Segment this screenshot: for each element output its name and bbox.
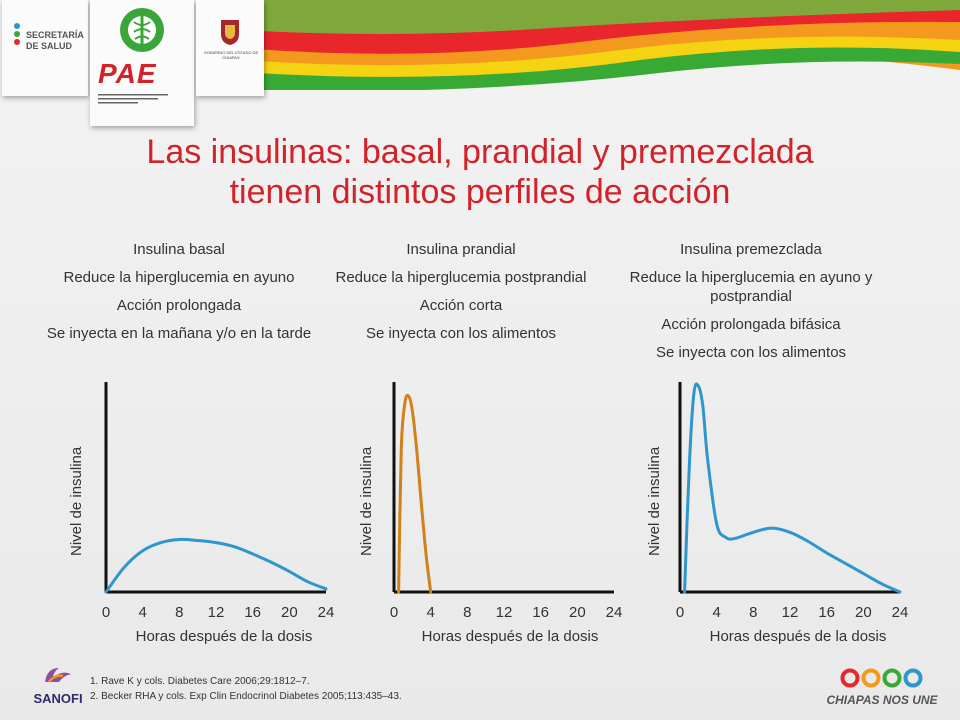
- chart-1-xtick-label: 12: [207, 604, 225, 621]
- column-name: Insulina premezclada: [680, 241, 822, 258]
- chart-1-xtick-label: 4: [138, 604, 147, 621]
- reference-2: 2. Becker RHA y cols. Exp Clin Endocrinol Diabetes 2005;113:435–43.: [90, 691, 402, 702]
- chart-3-xtick-label: 20: [854, 604, 872, 621]
- chart-1-ylabel: Nivel de insulina: [68, 446, 85, 556]
- column-name: Insulina prandial: [406, 241, 516, 258]
- logo-left-line1: SECRETARÍA: [26, 30, 84, 40]
- sanofi-bird-icon: [41, 664, 75, 686]
- chart-3-xtick-label: 16: [818, 604, 836, 621]
- chart-2-xtick-label: 20: [568, 604, 586, 621]
- chart-2-xtick-label: 12: [495, 604, 513, 621]
- chart-1-xtick-label: 20: [280, 604, 298, 621]
- references: [90, 674, 402, 704]
- chart-1-xtick-label: 24: [317, 604, 335, 621]
- chart-3-xlabel: Horas después de la dosis: [709, 628, 887, 645]
- chiapas-logo: [818, 668, 946, 707]
- chart-3-xtick-label: 0: [675, 604, 685, 621]
- column-effect: Reduce la hiperglucemia en ayuno y postprandial: [629, 269, 873, 305]
- chart-3-xtick-label: 8: [749, 604, 758, 621]
- reference-1: 1. Rave K y cols. Diabetes Care 2006;29:1812–7.: [90, 676, 310, 687]
- chart-2-xtick-label: 24: [605, 604, 623, 621]
- title-line-2: tienen distintos perfiles de acción: [229, 173, 731, 211]
- logo-right-text: GOBIERNO DEL ESTADO DE CHIAPAS: [203, 50, 259, 60]
- chart-2-xlabel: Horas después de la dosis: [421, 628, 599, 645]
- column-name: Insulina basal: [133, 241, 225, 258]
- chart-2-xtick-label: 16: [532, 604, 550, 621]
- column-injection: Se inyecta con los alimentos: [365, 325, 557, 342]
- chart-3-series-line: [685, 384, 900, 592]
- sanofi-wordmark: SANOFI: [33, 691, 83, 706]
- column-injection: Se inyecta con los alimentos: [655, 344, 847, 361]
- chart-1-xtick-label: 0: [101, 604, 111, 621]
- sanofi-logo: [28, 664, 88, 706]
- chart-1-xlabel: Horas después de la dosis: [135, 628, 313, 645]
- chiapas-wordmark: CHIAPAS NOS UNE: [826, 693, 938, 707]
- title-line-1: Las insulinas: basal, prandial y premezclada: [146, 133, 814, 171]
- column-effect: Reduce la hiperglucemia en ayuno: [63, 269, 295, 286]
- chart-2-xtick-label: 8: [463, 604, 472, 621]
- column-action: Acción corta: [419, 297, 503, 314]
- chart-1-series-line: [106, 539, 326, 592]
- chart-3-xtick-label: 12: [781, 604, 799, 621]
- chart-1-xtick-label: 16: [244, 604, 262, 621]
- column-action: Acción prolongada bifásica: [661, 316, 841, 333]
- chart-2-xtick-label: 0: [389, 604, 399, 621]
- chiapas-rings-icon: [840, 668, 924, 688]
- chart-3-xtick-label: 4: [712, 604, 721, 621]
- chart-3-xtick-label: 24: [891, 604, 909, 621]
- chart-2-xtick-label: 4: [426, 604, 435, 621]
- chart-1-xtick-label: 8: [175, 604, 184, 621]
- chart-2-series-line: [399, 395, 431, 592]
- column-effect: Reduce la hiperglucemia postprandial: [335, 269, 587, 286]
- column-injection: Se inyecta en la mañana y/o en la tarde: [46, 325, 312, 342]
- chart-2-ylabel: Nivel de insulina: [358, 446, 375, 556]
- pae-wordmark: PAE: [98, 58, 157, 89]
- chart-3-ylabel: Nivel de insulina: [646, 446, 663, 556]
- logo-left-line2: DE SALUD: [26, 41, 73, 51]
- column-action: Acción prolongada: [116, 297, 242, 314]
